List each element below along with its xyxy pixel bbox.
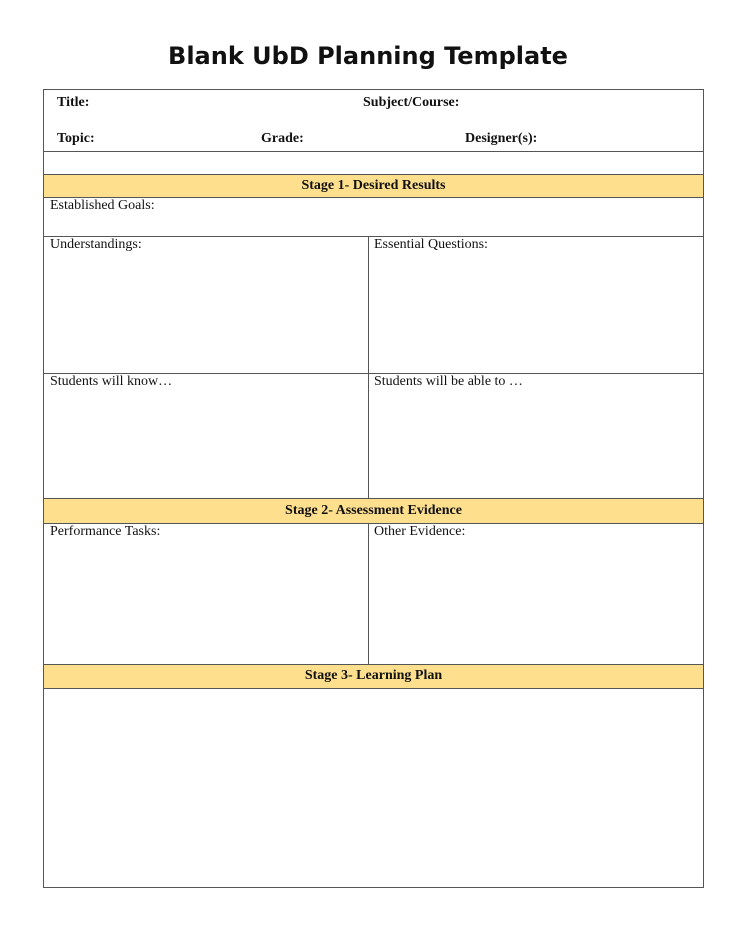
stage-1-column-divider xyxy=(368,236,369,498)
planning-template-table xyxy=(43,89,704,888)
established-goals-label: Established Goals: xyxy=(50,198,155,213)
other-evidence-label: Other Evidence: xyxy=(374,524,466,539)
essential-questions-label: Essential Questions: xyxy=(374,237,488,252)
students-will-be-able-label: Students will be able to … xyxy=(374,374,523,389)
topic-label: Topic: xyxy=(57,131,95,146)
page-title: Blank UbD Planning Template xyxy=(168,42,568,70)
stage-2-heading: Stage 2- Assessment Evidence xyxy=(44,498,703,524)
header-divider xyxy=(44,151,703,152)
stage-2-column-divider xyxy=(368,524,369,664)
performance-tasks-label: Performance Tasks: xyxy=(50,524,161,539)
students-will-know-label: Students will know… xyxy=(50,374,173,389)
stage-1-heading: Stage 1- Desired Results xyxy=(44,174,703,198)
grade-label: Grade: xyxy=(261,131,304,146)
designers-label: Designer(s): xyxy=(465,131,538,146)
understandings-label: Understandings: xyxy=(50,237,142,252)
stage-3-heading: Stage 3- Learning Plan xyxy=(44,664,703,689)
subject-course-label: Subject/Course: xyxy=(363,95,460,110)
title-label: Title: xyxy=(57,95,90,110)
learning-plan-area xyxy=(44,689,703,887)
